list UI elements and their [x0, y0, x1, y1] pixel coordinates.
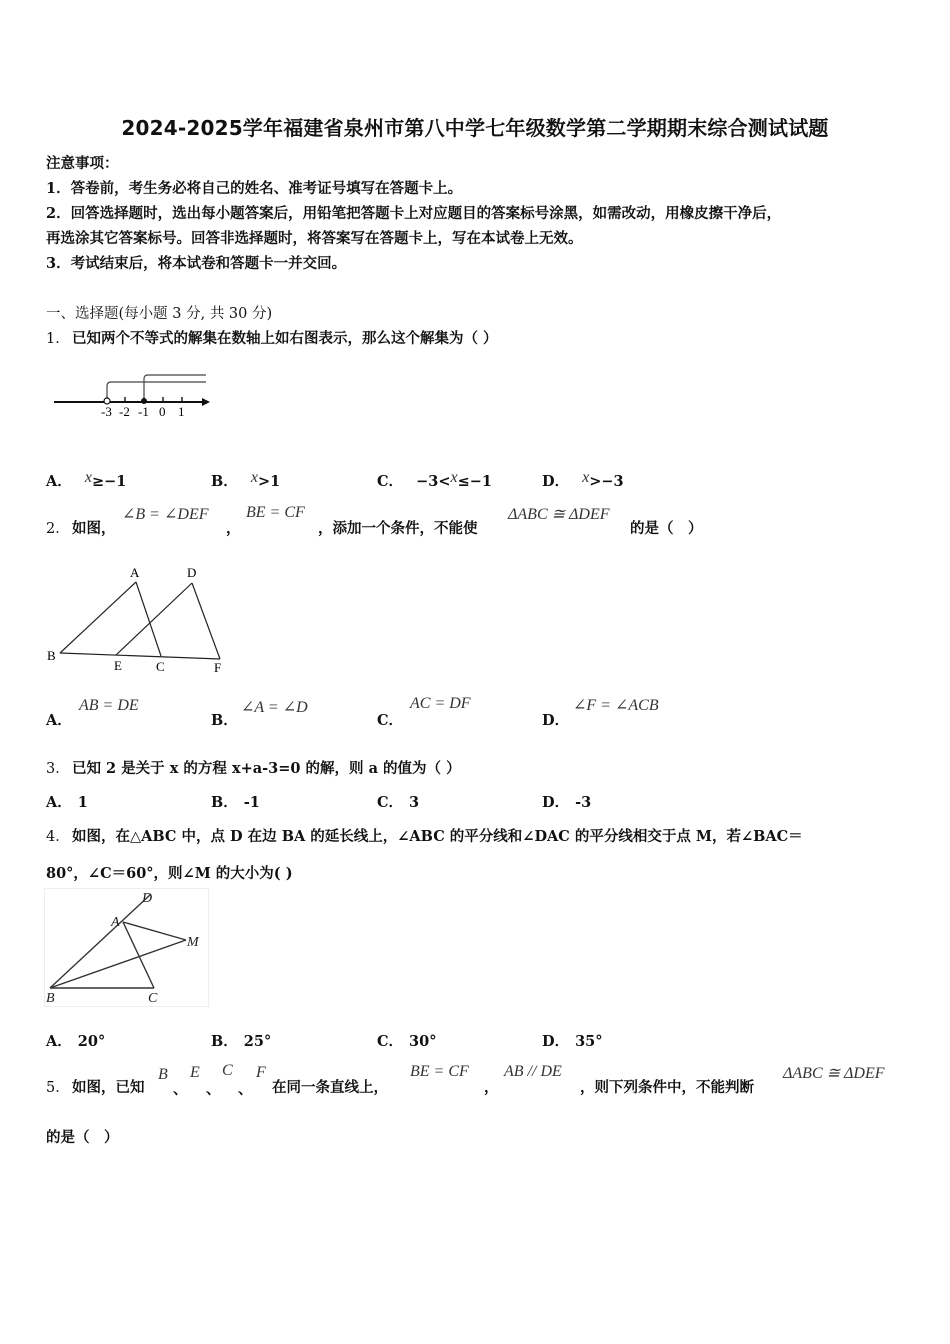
q5-number: 5． [46, 1080, 70, 1096]
q4-option-c[interactable]: C． 30° [377, 1033, 437, 1050]
q5-stem-a: 如图，已知 [72, 1079, 145, 1096]
q2-option-b[interactable]: B． [211, 712, 238, 729]
q2-option-a-math: AB = DE [79, 697, 139, 714]
axis-label-0: 0 [159, 404, 166, 419]
q2-stem-b: ，添加一个条件，不能使 [318, 520, 478, 537]
q5-point-e: E [190, 1064, 200, 1081]
solution-ray-upper [144, 375, 206, 399]
q4-number: 4． [46, 829, 70, 845]
q5-point-c: C [222, 1062, 233, 1079]
axis-label-neg2: -2 [119, 404, 130, 419]
q1-stem: 已知两个不等式的解集在数轴上如右图表示，那么这个解集为（ ） [72, 330, 498, 347]
q2-label-f: F [214, 660, 222, 675]
q3-number: 3． [46, 761, 70, 777]
q3-option-c[interactable]: C． 3 [377, 794, 420, 811]
q2-math-be-cf: BE = CF [246, 504, 305, 521]
q2-number: 2． [46, 521, 70, 537]
q1-option-d[interactable]: D． x>−3 [542, 469, 624, 490]
q5-stem-b: 在同一条直线上， [272, 1079, 388, 1096]
q1-number: 1． [46, 331, 70, 347]
q2-comma: ， [226, 520, 241, 537]
notice-heading: 注意事项： [46, 155, 119, 172]
axis-label-1: 1 [178, 404, 185, 419]
q5-math-be-cf: BE = CF [410, 1063, 469, 1080]
q1-option-b[interactable]: B． x>1 [211, 469, 281, 490]
axis-label-neg1: -1 [138, 404, 149, 419]
axis-label-neg3: -3 [101, 404, 112, 419]
q5-stem-c: ，则下列条件中，不能判断 [580, 1079, 754, 1096]
number-line-figure [50, 370, 215, 420]
q5-comma: ， [484, 1079, 499, 1096]
q2-option-c[interactable]: C． [377, 712, 404, 729]
q2-label-e: E [114, 658, 122, 673]
q4-label-d: D [142, 891, 153, 906]
q3-option-d[interactable]: D． -3 [542, 794, 592, 811]
q2-math-angle: ∠B = ∠DEF [122, 506, 209, 523]
section-heading: 一、选择题(每小题 3 分, 共 30 分) [46, 306, 273, 322]
q2-option-d[interactable]: D． [542, 712, 570, 729]
q2-label-c: C [156, 659, 165, 674]
q5-point-b: B [158, 1066, 168, 1083]
solution-ray-lower [107, 382, 206, 399]
q4-option-d[interactable]: D． 35° [542, 1033, 603, 1050]
q2-label-d: D [187, 565, 197, 580]
q4-option-b[interactable]: B． 25° [211, 1033, 272, 1050]
q2-stem-c: 的是（ ） [630, 520, 703, 537]
q4-option-a[interactable]: A． 20° [46, 1033, 106, 1050]
q5-sep-1: 、 [173, 1081, 188, 1098]
q2-label-b: B [47, 648, 56, 663]
notice-item-2: 2．回答选择题时，选出每小题答案后，用铅笔把答题卡上对应题目的答案标号涂黑，如需改动，用橡皮擦干净后， [46, 205, 782, 222]
q4-stem-line1: 如图，在△ABC 中，点 D 在边 BA 的延长线上，∠ABC 的平分线和∠DAC 的平分线相交于点 M，若∠BAC＝ [72, 828, 803, 845]
q5-math-congruent: ΔABC ≅ ΔDEF [783, 1065, 885, 1082]
q1-option-c[interactable]: C． −3<x≤−1 [377, 469, 492, 490]
page-title: 2024-2025学年福建省泉州市第八中学七年级数学第二学期期末综合测试试题 [121, 116, 829, 140]
q5-math-parallel: AB // DE [504, 1063, 562, 1080]
q2-option-d-math: ∠F = ∠ACB [573, 697, 659, 714]
q2-label-a: A [130, 565, 140, 580]
q4-triangle-figure [44, 888, 210, 1008]
q5-stem-d: 的是（ ） [46, 1129, 119, 1146]
q4-label-c: C [148, 991, 158, 1006]
q4-label-a: A [111, 915, 120, 930]
notice-item-2-cont: 再选涂其它答案标号。回答非选择题时，将答案写在答题卡上，写在本试卷上无效。 [46, 230, 583, 247]
q4-stem-line2: 80°，∠C＝60°，则∠M 的大小为( ) [46, 865, 293, 882]
q2-option-c-math: AC = DF [410, 695, 471, 712]
notice-item-1: 1．答卷前，考生务必将自己的姓名、准考证号填写在答题卡上。 [46, 180, 463, 197]
q5-point-f: F [256, 1064, 266, 1081]
q3-stem: 已知 2 是关于 x 的方程 x+a-3=0 的解，则 a 的值为（ ） [72, 760, 461, 777]
q2-option-a[interactable]: A． [46, 712, 72, 729]
q4-label-b: B [46, 991, 55, 1006]
q4-label-m: M [187, 935, 199, 950]
q1-option-a[interactable]: A． x≥−1 [46, 469, 127, 490]
q3-option-b[interactable]: B． -1 [211, 794, 260, 811]
q3-option-a[interactable]: A． 1 [46, 794, 88, 811]
q2-triangles-figure [44, 562, 234, 678]
q5-sep-3: 、 [238, 1081, 253, 1098]
q2-stem-a: 如图， [72, 520, 116, 537]
number-line-arrow [202, 398, 210, 406]
q2-math-congruent: ΔABC ≅ ΔDEF [508, 506, 610, 523]
q2-option-b-math: ∠A = ∠D [241, 699, 308, 716]
notice-item-3: 3．考试结束后，将本试卷和答题卡一并交回。 [46, 255, 347, 272]
q5-sep-2: 、 [206, 1081, 221, 1098]
